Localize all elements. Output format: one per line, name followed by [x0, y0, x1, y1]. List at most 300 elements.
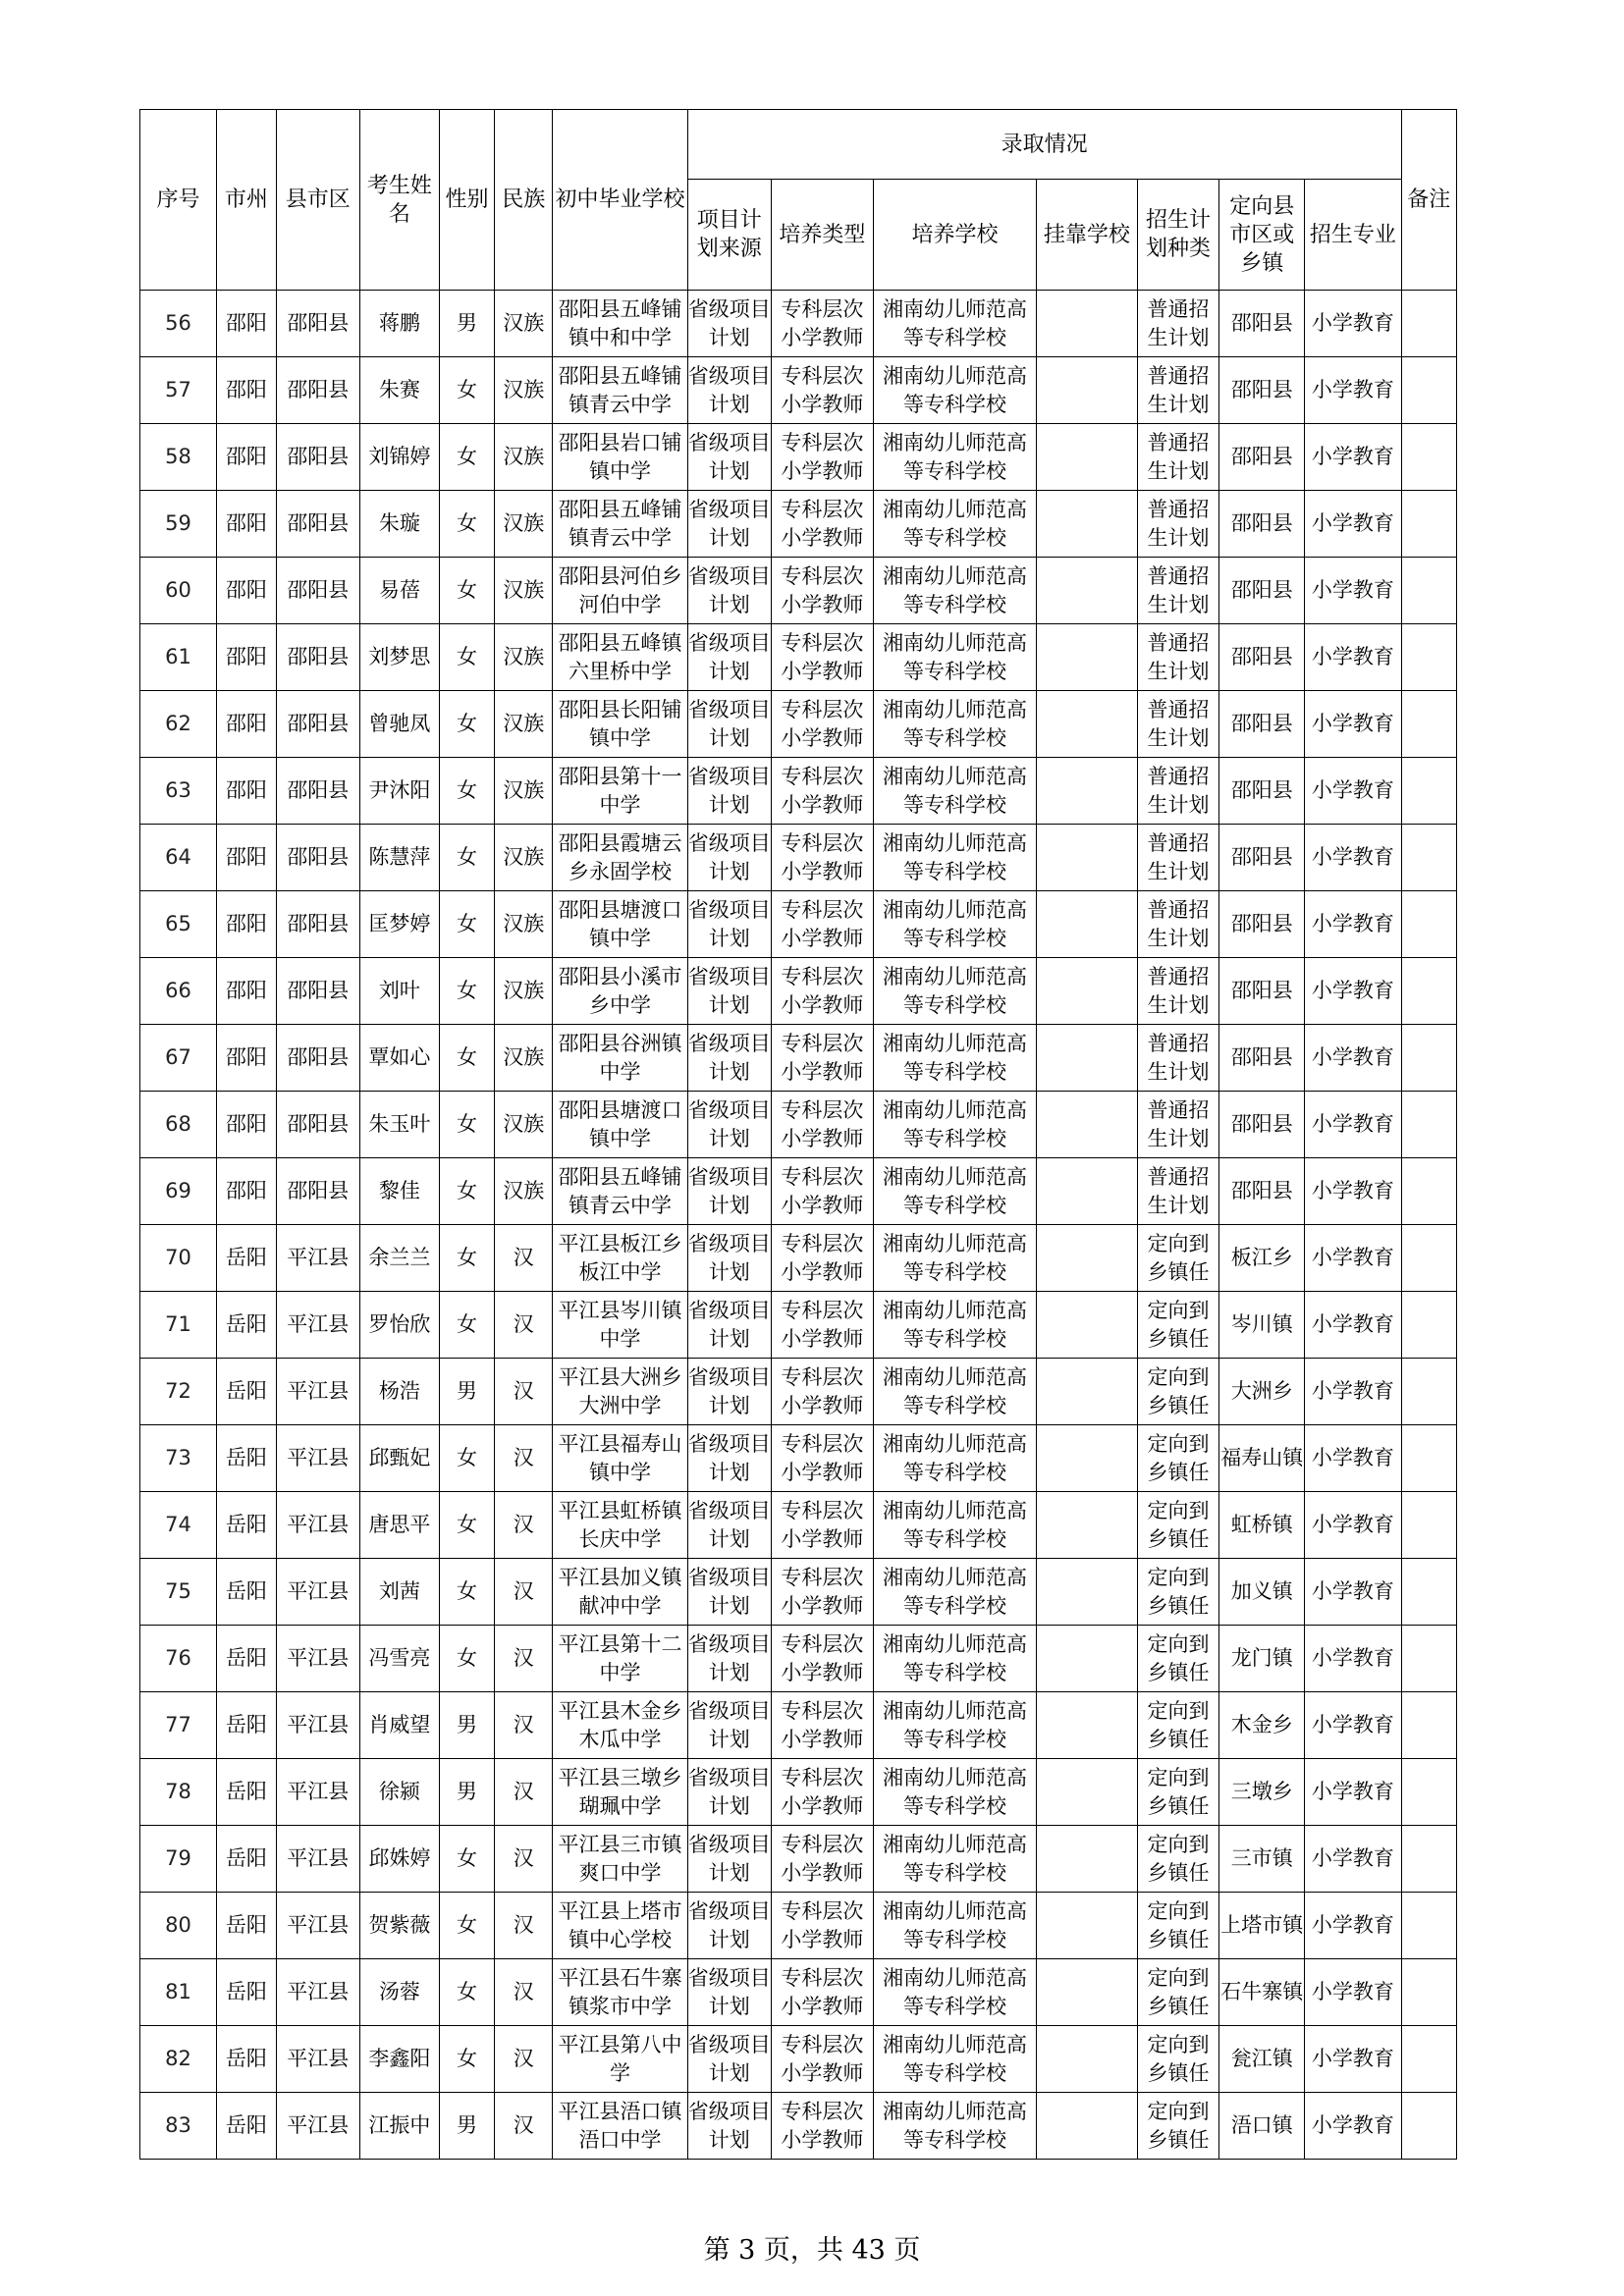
- cell-major: 小学教育: [1305, 1092, 1401, 1158]
- cell-train-school: 湘南幼儿师范高等专科学校: [873, 624, 1036, 691]
- cell-plan-type-text: 定向到乡镇任: [1147, 1565, 1210, 1618]
- cell-train-type: 专科层次小学教师: [771, 1826, 873, 1893]
- cell-train-type: 专科层次小学教师: [771, 357, 873, 424]
- cell-source: 省级项目计划: [687, 2026, 771, 2093]
- cell-source: 省级项目计划: [687, 291, 771, 357]
- cell-gender: 女: [439, 958, 494, 1025]
- cell-remark: [1401, 424, 1456, 491]
- cell-county: 邵阳县: [276, 1025, 359, 1092]
- cell-remark: [1401, 1826, 1456, 1893]
- cell-affiliated: [1037, 1959, 1138, 2026]
- cell-major: 小学教育: [1305, 1425, 1401, 1492]
- cell-gender: 女: [439, 2026, 494, 2093]
- cell-affiliated: [1037, 958, 1138, 1025]
- cell-plan-type-text: 普通招生计划: [1147, 563, 1210, 616]
- header-source: 项目计划来源: [687, 180, 771, 291]
- cell-source: 省级项目计划: [687, 424, 771, 491]
- cell-ethnicity: 汉族: [495, 825, 553, 891]
- cell-major: 小学教育: [1305, 357, 1401, 424]
- cell-seq: 76: [140, 1626, 217, 1692]
- cell-train-school: 湘南幼儿师范高等专科学校: [873, 491, 1036, 558]
- cell-affiliated: [1037, 1759, 1138, 1826]
- cell-city: 邵阳: [217, 891, 277, 958]
- cell-name: 曾驰凤: [359, 691, 439, 758]
- header-city: 市州: [217, 110, 277, 291]
- table-row: [140, 1626, 1457, 1692]
- cell-major: 小学教育: [1305, 2093, 1401, 2160]
- cell-source: 省级项目计划: [687, 1092, 771, 1158]
- cell-affiliated: [1037, 758, 1138, 825]
- cell-train-type: 专科层次小学教师: [771, 291, 873, 357]
- cell-ethnicity: 汉族: [495, 758, 553, 825]
- cell-affiliated: [1037, 491, 1138, 558]
- cell-major: 小学教育: [1305, 1492, 1401, 1559]
- cell-plan-type-text: 定向到乡镇任: [1147, 1431, 1210, 1484]
- table-row: [140, 1959, 1457, 2026]
- cell-school-text: 邵阳县霞塘云乡永固学校: [558, 830, 682, 883]
- cell-ethnicity: 汉族: [495, 624, 553, 691]
- cell-seq: 65: [140, 891, 217, 958]
- cell-major: 小学教育: [1305, 825, 1401, 891]
- cell-directed: 邵阳县: [1219, 1025, 1305, 1092]
- table-row: [140, 1893, 1457, 1959]
- cell-source: 省级项目计划: [687, 1025, 771, 1092]
- cell-gender: 女: [439, 1559, 494, 1626]
- table-row: [140, 424, 1457, 491]
- cell-remark: [1401, 1893, 1456, 1959]
- cell-affiliated: [1037, 1826, 1138, 1893]
- cell-name: 刘梦思: [359, 624, 439, 691]
- cell-name: 罗怡欣: [359, 1292, 439, 1359]
- cell-major: 小学教育: [1305, 2026, 1401, 2093]
- cell-county: 邵阳县: [276, 491, 359, 558]
- cell-gender: 女: [439, 1893, 494, 1959]
- cell-plan-type: [1137, 1893, 1219, 1959]
- cell-county: 平江县: [276, 1626, 359, 1692]
- cell-name: 余兰兰: [359, 1225, 439, 1292]
- cell-school: [553, 558, 687, 624]
- table-row: [140, 1759, 1457, 1826]
- cell-city: 邵阳: [217, 1092, 277, 1158]
- cell-train-type: 专科层次小学教师: [771, 1092, 873, 1158]
- cell-major: 小学教育: [1305, 1826, 1401, 1893]
- cell-plan-type-text: 普通招生计划: [1147, 497, 1210, 550]
- cell-county: 邵阳县: [276, 624, 359, 691]
- cell-directed: 邵阳县: [1219, 491, 1305, 558]
- cell-school: [553, 424, 687, 491]
- cell-major: 小学教育: [1305, 1626, 1401, 1692]
- cell-seq: 57: [140, 357, 217, 424]
- cell-county: 平江县: [276, 1492, 359, 1559]
- cell-source: 省级项目计划: [687, 1692, 771, 1759]
- cell-city: 邵阳: [217, 291, 277, 357]
- cell-school-text: 邵阳县塘渡口镇中学: [558, 1097, 682, 1150]
- cell-school-text: 邵阳县长阳铺镇中学: [558, 697, 682, 750]
- cell-plan-type: [1137, 691, 1219, 758]
- cell-county: 邵阳县: [276, 424, 359, 491]
- cell-major: 小学教育: [1305, 624, 1401, 691]
- cell-affiliated: [1037, 424, 1138, 491]
- cell-plan-type-text: 普通招生计划: [1147, 1031, 1210, 1084]
- cell-remark: [1401, 291, 1456, 357]
- cell-plan-type-text: 普通招生计划: [1147, 1164, 1210, 1217]
- cell-seq: 64: [140, 825, 217, 891]
- cell-county: 邵阳县: [276, 891, 359, 958]
- cell-name: 覃如心: [359, 1025, 439, 1092]
- cell-gender: 男: [439, 1692, 494, 1759]
- cell-school-text: 平江县石牛寨镇浆市中学: [558, 1965, 682, 2018]
- cell-school: [553, 1425, 687, 1492]
- cell-train-type: 专科层次小学教师: [771, 424, 873, 491]
- table-row: [140, 958, 1457, 1025]
- cell-affiliated: [1037, 1092, 1138, 1158]
- table-row: [140, 1425, 1457, 1492]
- cell-directed: 邵阳县: [1219, 558, 1305, 624]
- cell-remark: [1401, 1492, 1456, 1559]
- cell-city: 岳阳: [217, 2093, 277, 2160]
- cell-train-type: 专科层次小学教师: [771, 1425, 873, 1492]
- cell-city: 邵阳: [217, 491, 277, 558]
- cell-ethnicity: 汉: [495, 1359, 553, 1425]
- cell-source: 省级项目计划: [687, 624, 771, 691]
- cell-source: 省级项目计划: [687, 691, 771, 758]
- cell-directed: 龙门镇: [1219, 1626, 1305, 1692]
- table-row: [140, 891, 1457, 958]
- cell-train-school: 湘南幼儿师范高等专科学校: [873, 1492, 1036, 1559]
- cell-plan-type: [1137, 424, 1219, 491]
- cell-plan-type: [1137, 1359, 1219, 1425]
- cell-name: 徐颍: [359, 1759, 439, 1826]
- header-affiliated: 挂靠学校: [1037, 180, 1138, 291]
- cell-source: 省级项目计划: [687, 558, 771, 624]
- cell-directed: 板江乡: [1219, 1225, 1305, 1292]
- cell-school: [553, 891, 687, 958]
- cell-school: [553, 2093, 687, 2160]
- cell-city: 岳阳: [217, 2026, 277, 2093]
- cell-city: 邵阳: [217, 691, 277, 758]
- cell-plan-type: [1137, 1425, 1219, 1492]
- cell-train-type: 专科层次小学教师: [771, 491, 873, 558]
- cell-county: 邵阳县: [276, 558, 359, 624]
- cell-school-text: 平江县三墩乡瑚珮中学: [558, 1765, 682, 1818]
- cell-school-text: 邵阳县五峰铺镇青云中学: [558, 497, 682, 550]
- cell-plan-type-text: 普通招生计划: [1147, 363, 1210, 416]
- cell-school: [553, 1559, 687, 1626]
- cell-remark: [1401, 1025, 1456, 1092]
- cell-school: [553, 1759, 687, 1826]
- cell-directed: 邵阳县: [1219, 825, 1305, 891]
- cell-plan-type-text: 普通招生计划: [1147, 430, 1210, 483]
- cell-school: [553, 1826, 687, 1893]
- cell-major: 小学教育: [1305, 1359, 1401, 1425]
- cell-school-text: 邵阳县五峰铺镇青云中学: [558, 1164, 682, 1217]
- cell-train-school: 湘南幼儿师范高等专科学校: [873, 1092, 1036, 1158]
- cell-school: [553, 1092, 687, 1158]
- cell-ethnicity: 汉: [495, 1826, 553, 1893]
- cell-name: 朱赛: [359, 357, 439, 424]
- cell-train-type: 专科层次小学教师: [771, 1359, 873, 1425]
- cell-school: [553, 1692, 687, 1759]
- cell-name: 刘锦婷: [359, 424, 439, 491]
- cell-school-text: 邵阳县小溪市乡中学: [558, 964, 682, 1017]
- cell-plan-type-text: 定向到乡镇任: [1147, 2032, 1210, 2085]
- cell-affiliated: [1037, 1893, 1138, 1959]
- cell-school: [553, 2026, 687, 2093]
- cell-plan-type: [1137, 357, 1219, 424]
- cell-seq: 82: [140, 2026, 217, 2093]
- cell-ethnicity: 汉族: [495, 291, 553, 357]
- cell-affiliated: [1037, 1692, 1138, 1759]
- cell-seq: 72: [140, 1359, 217, 1425]
- cell-affiliated: [1037, 1425, 1138, 1492]
- cell-plan-type: [1137, 624, 1219, 691]
- cell-train-type: 专科层次小学教师: [771, 1025, 873, 1092]
- cell-county: 平江县: [276, 1759, 359, 1826]
- cell-plan-type-text: 定向到乡镇任: [1147, 1765, 1210, 1818]
- table-row: [140, 1158, 1457, 1225]
- cell-school-text: 平江县木金乡木瓜中学: [558, 1698, 682, 1751]
- cell-seq: 69: [140, 1158, 217, 1225]
- cell-name: 刘茜: [359, 1559, 439, 1626]
- cell-source: 省级项目计划: [687, 1959, 771, 2026]
- cell-name: 唐思平: [359, 1492, 439, 1559]
- cell-name: 贺紫薇: [359, 1893, 439, 1959]
- cell-affiliated: [1037, 891, 1138, 958]
- cell-major: 小学教育: [1305, 558, 1401, 624]
- cell-remark: [1401, 1425, 1456, 1492]
- cell-name: 冯雪亮: [359, 1626, 439, 1692]
- cell-plan-type: [1137, 1759, 1219, 1826]
- cell-plan-type: [1137, 1492, 1219, 1559]
- cell-train-type: 专科层次小学教师: [771, 624, 873, 691]
- cell-city: 邵阳: [217, 424, 277, 491]
- table-row: [140, 2093, 1457, 2160]
- cell-train-type: 专科层次小学教师: [771, 825, 873, 891]
- cell-ethnicity: 汉族: [495, 691, 553, 758]
- table-row: [140, 491, 1457, 558]
- cell-remark: [1401, 2026, 1456, 2093]
- cell-major: 小学教育: [1305, 1158, 1401, 1225]
- cell-train-school: 湘南幼儿师范高等专科学校: [873, 1893, 1036, 1959]
- cell-plan-type-text: 普通招生计划: [1147, 830, 1210, 883]
- table-row: [140, 1826, 1457, 1893]
- cell-seq: 79: [140, 1826, 217, 1893]
- cell-ethnicity: 汉: [495, 1425, 553, 1492]
- cell-remark: [1401, 1092, 1456, 1158]
- cell-source: 省级项目计划: [687, 958, 771, 1025]
- header-train-type: 培养类型: [771, 180, 873, 291]
- cell-school: [553, 1225, 687, 1292]
- cell-train-school: 湘南幼儿师范高等专科学校: [873, 1826, 1036, 1893]
- cell-plan-type-text: 普通招生计划: [1147, 1097, 1210, 1150]
- cell-major: 小学教育: [1305, 1692, 1401, 1759]
- cell-ethnicity: 汉: [495, 1626, 553, 1692]
- cell-gender: 男: [439, 1359, 494, 1425]
- cell-school-text: 平江县上塔市镇中心学校: [558, 1898, 682, 1951]
- cell-gender: 女: [439, 1492, 494, 1559]
- cell-source: 省级项目计划: [687, 1759, 771, 1826]
- cell-train-school: 湘南幼儿师范高等专科学校: [873, 691, 1036, 758]
- cell-name: 朱璇: [359, 491, 439, 558]
- cell-school-text: 邵阳县塘渡口镇中学: [558, 897, 682, 950]
- header-name: 考生姓名: [359, 110, 439, 291]
- cell-name: 肖威望: [359, 1692, 439, 1759]
- cell-train-school: 湘南幼儿师范高等专科学校: [873, 558, 1036, 624]
- cell-school: [553, 958, 687, 1025]
- cell-ethnicity: 汉: [495, 1225, 553, 1292]
- cell-directed: 邵阳县: [1219, 691, 1305, 758]
- cell-affiliated: [1037, 2093, 1138, 2160]
- cell-plan-type-text: 普通招生计划: [1147, 764, 1210, 817]
- cell-train-type: 专科层次小学教师: [771, 1959, 873, 2026]
- cell-seq: 70: [140, 1225, 217, 1292]
- cell-remark: [1401, 624, 1456, 691]
- cell-name: 匡梦婷: [359, 891, 439, 958]
- cell-train-type: 专科层次小学教师: [771, 958, 873, 1025]
- cell-directed: 石牛寨镇: [1219, 1959, 1305, 2026]
- cell-train-school: 湘南幼儿师范高等专科学校: [873, 1959, 1036, 2026]
- cell-name: 李鑫阳: [359, 2026, 439, 2093]
- cell-directed: 邵阳县: [1219, 891, 1305, 958]
- cell-gender: 女: [439, 1626, 494, 1692]
- cell-gender: 女: [439, 1025, 494, 1092]
- table-row: [140, 825, 1457, 891]
- cell-plan-type: [1137, 758, 1219, 825]
- table-row: [140, 1292, 1457, 1359]
- cell-school: [553, 491, 687, 558]
- cell-seq: 75: [140, 1559, 217, 1626]
- cell-major: 小学教育: [1305, 1893, 1401, 1959]
- cell-train-type: 专科层次小学教师: [771, 1292, 873, 1359]
- page-footer: 第 3 页，共 43 页: [703, 2235, 921, 2266]
- cell-school-text: 邵阳县谷洲镇中学: [558, 1031, 682, 1084]
- cell-train-school: 湘南幼儿师范高等专科学校: [873, 1225, 1036, 1292]
- cell-major: 小学教育: [1305, 1225, 1401, 1292]
- cell-gender: 女: [439, 758, 494, 825]
- cell-school-text: 平江县三市镇爽口中学: [558, 1832, 682, 1885]
- cell-city: 邵阳: [217, 1025, 277, 1092]
- cell-plan-type: [1137, 1692, 1219, 1759]
- cell-affiliated: [1037, 558, 1138, 624]
- cell-county: 邵阳县: [276, 691, 359, 758]
- cell-school-text: 平江县大洲乡大洲中学: [558, 1364, 682, 1417]
- cell-plan-type-text: 定向到乡镇任: [1147, 1364, 1210, 1417]
- cell-train-type: 专科层次小学教师: [771, 758, 873, 825]
- cell-train-school: 湘南幼儿师范高等专科学校: [873, 1626, 1036, 1692]
- cell-source: 省级项目计划: [687, 891, 771, 958]
- cell-ethnicity: 汉: [495, 2093, 553, 2160]
- cell-directed: 虹桥镇: [1219, 1492, 1305, 1559]
- cell-ethnicity: 汉: [495, 1692, 553, 1759]
- cell-gender: 女: [439, 558, 494, 624]
- cell-directed: 邵阳县: [1219, 624, 1305, 691]
- cell-city: 岳阳: [217, 1692, 277, 1759]
- cell-affiliated: [1037, 624, 1138, 691]
- roster-body: [140, 291, 1457, 2160]
- cell-seq: 66: [140, 958, 217, 1025]
- cell-seq: 77: [140, 1692, 217, 1759]
- cell-school-text: 平江县浯口镇浯口中学: [558, 2099, 682, 2152]
- cell-train-school: 湘南幼儿师范高等专科学校: [873, 357, 1036, 424]
- cell-plan-type: [1137, 1025, 1219, 1092]
- cell-school: [553, 825, 687, 891]
- cell-gender: 女: [439, 825, 494, 891]
- cell-affiliated: [1037, 1225, 1138, 1292]
- cell-school: [553, 624, 687, 691]
- table-row: [140, 1492, 1457, 1559]
- cell-school: [553, 758, 687, 825]
- cell-train-school: 湘南幼儿师范高等专科学校: [873, 1359, 1036, 1425]
- cell-remark: [1401, 891, 1456, 958]
- cell-city: 邵阳: [217, 357, 277, 424]
- cell-major: 小学教育: [1305, 1759, 1401, 1826]
- cell-directed: 邵阳县: [1219, 424, 1305, 491]
- admission-roster-table: [139, 109, 1457, 2160]
- cell-plan-type-text: 普通招生计划: [1147, 630, 1210, 683]
- cell-train-type: 专科层次小学教师: [771, 891, 873, 958]
- cell-major: 小学教育: [1305, 291, 1401, 357]
- cell-gender: 女: [439, 1225, 494, 1292]
- cell-source: 省级项目计划: [687, 1626, 771, 1692]
- cell-ethnicity: 汉: [495, 1759, 553, 1826]
- cell-school-text: 邵阳县五峰铺镇中和中学: [558, 296, 682, 349]
- cell-remark: [1401, 758, 1456, 825]
- cell-name: 尹沐阳: [359, 758, 439, 825]
- cell-county: 平江县: [276, 1692, 359, 1759]
- cell-plan-type-text: 定向到乡镇任: [1147, 1898, 1210, 1951]
- cell-city: 岳阳: [217, 1893, 277, 1959]
- cell-directed: 邵阳县: [1219, 1158, 1305, 1225]
- cell-school-text: 平江县第十二中学: [558, 1631, 682, 1684]
- cell-ethnicity: 汉: [495, 1559, 553, 1626]
- cell-gender: 女: [439, 491, 494, 558]
- table-row: [140, 691, 1457, 758]
- cell-plan-type: [1137, 1158, 1219, 1225]
- cell-name: 邱姝婷: [359, 1826, 439, 1893]
- cell-plan-type: [1137, 1092, 1219, 1158]
- cell-train-school: 湘南幼儿师范高等专科学校: [873, 825, 1036, 891]
- cell-school: [553, 357, 687, 424]
- cell-school-text: 邵阳县第十一中学: [558, 764, 682, 817]
- cell-train-type: 专科层次小学教师: [771, 1559, 873, 1626]
- cell-major: 小学教育: [1305, 1025, 1401, 1092]
- cell-school-text: 平江县板江乡板江中学: [558, 1231, 682, 1284]
- cell-directed: 三墩乡: [1219, 1759, 1305, 1826]
- cell-affiliated: [1037, 691, 1138, 758]
- cell-ethnicity: 汉: [495, 1959, 553, 2026]
- cell-plan-type-text: 定向到乡镇任: [1147, 1498, 1210, 1551]
- cell-gender: 女: [439, 424, 494, 491]
- cell-county: 邵阳县: [276, 758, 359, 825]
- cell-directed: 邵阳县: [1219, 758, 1305, 825]
- cell-name: 陈慧萍: [359, 825, 439, 891]
- cell-plan-type: [1137, 558, 1219, 624]
- table-row: [140, 1225, 1457, 1292]
- cell-school: [553, 1626, 687, 1692]
- cell-source: 省级项目计划: [687, 2093, 771, 2160]
- cell-school: [553, 1893, 687, 1959]
- cell-source: 省级项目计划: [687, 758, 771, 825]
- cell-train-school: 湘南幼儿师范高等专科学校: [873, 958, 1036, 1025]
- cell-source: 省级项目计划: [687, 1492, 771, 1559]
- header-county: 县市区: [276, 110, 359, 291]
- cell-remark: [1401, 1225, 1456, 1292]
- header-directed: 定向县市区或乡镇: [1219, 180, 1305, 291]
- cell-major: 小学教育: [1305, 958, 1401, 1025]
- cell-school-text: 邵阳县五峰铺镇青云中学: [558, 363, 682, 416]
- cell-ethnicity: 汉族: [495, 1092, 553, 1158]
- cell-plan-type: [1137, 1292, 1219, 1359]
